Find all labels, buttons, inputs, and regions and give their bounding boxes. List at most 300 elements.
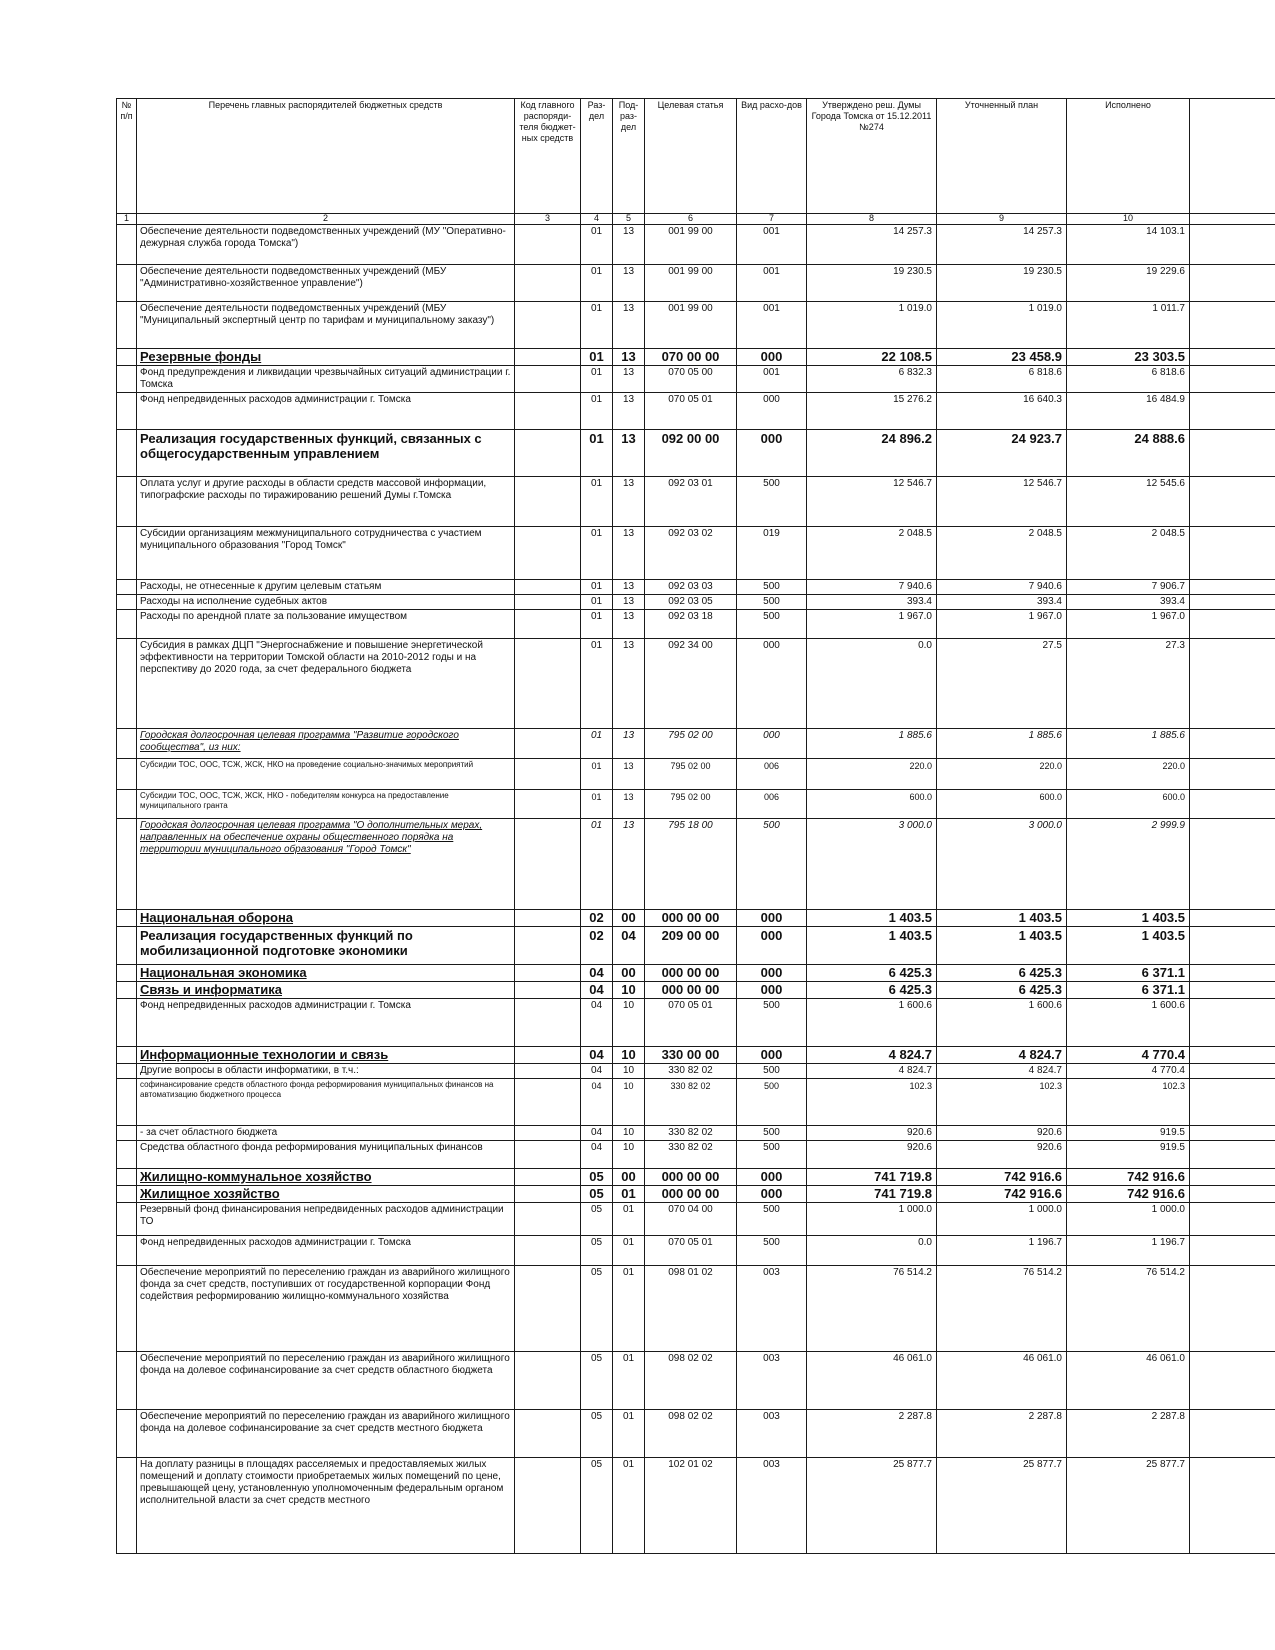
cell-code <box>515 610 581 639</box>
cell-sub: 13 <box>613 595 645 610</box>
cell-sec: 01 <box>581 265 613 302</box>
cell-v8: 4 824.7 <box>807 1047 937 1064</box>
cell-sec: 01 <box>581 366 613 393</box>
cell-cs: 001 99 00 <box>645 302 737 349</box>
cell-cut <box>1190 1266 1275 1352</box>
cell-cut <box>1190 1141 1275 1169</box>
cell-code <box>515 927 581 965</box>
cell-code <box>515 1186 581 1203</box>
table-row <box>117 819 1275 910</box>
table-row <box>117 790 1275 819</box>
cell-v8: 24 896.2 <box>807 430 937 477</box>
cell-code <box>515 999 581 1047</box>
cell-vr: 006 <box>737 759 807 790</box>
row-title: Оплата услуг и другие расходы в области средств массовой информации, типографские расходы по тиражированию решений Думы г.Томска <box>140 478 487 501</box>
cell-code <box>515 225 581 265</box>
cell-v10: 919.5 <box>1067 1141 1190 1169</box>
cell-sub: 10 <box>613 1126 645 1141</box>
cell-cut <box>1190 1169 1275 1186</box>
cell-v8: 2 287.8 <box>807 1410 937 1458</box>
cell-sub: 13 <box>613 639 645 729</box>
table-row <box>117 965 1275 982</box>
cell-sub: 10 <box>613 1047 645 1064</box>
cell-v10: 2 287.8 <box>1067 1410 1190 1458</box>
column-number: 10 <box>1067 214 1190 225</box>
cell-vr: 500 <box>737 999 807 1047</box>
cell-v10: 27.3 <box>1067 639 1190 729</box>
cell-cut <box>1190 595 1275 610</box>
cell-v9: 2 287.8 <box>937 1410 1067 1458</box>
cell-sub: 13 <box>613 610 645 639</box>
cell-cs: 330 82 02 <box>645 1141 737 1169</box>
cell-v8: 19 230.5 <box>807 265 937 302</box>
cell-v9: 14 257.3 <box>937 225 1067 265</box>
table-row <box>117 927 1275 965</box>
cell-cs: 795 18 00 <box>645 819 737 910</box>
cell-num <box>117 1186 137 1203</box>
cell-v10: 24 888.6 <box>1067 430 1190 477</box>
cell-v8: 76 514.2 <box>807 1266 937 1352</box>
cell-code <box>515 1064 581 1079</box>
cell-v9: 220.0 <box>937 759 1067 790</box>
cell-v9: 4 824.7 <box>937 1047 1067 1064</box>
cell-name <box>137 527 515 580</box>
cell-v9: 27.5 <box>937 639 1067 729</box>
cell-num <box>117 1203 137 1236</box>
column-number: 1 <box>117 214 137 225</box>
cell-v10: 14 103.1 <box>1067 225 1190 265</box>
cell-cut <box>1190 265 1275 302</box>
row-title: Резервные фонды <box>140 349 262 364</box>
cell-cut <box>1190 999 1275 1047</box>
row-title: Расходы, не отнесенные к другим целевым статьям <box>140 581 382 592</box>
header-cell: Перечень главных распорядителей бюджетных средств <box>137 99 515 214</box>
cell-sec: 01 <box>581 393 613 430</box>
cell-num <box>117 430 137 477</box>
cell-sec: 01 <box>581 302 613 349</box>
cell-num <box>117 1169 137 1186</box>
cell-code <box>515 580 581 595</box>
cell-code <box>515 595 581 610</box>
cell-vr: 000 <box>737 639 807 729</box>
cell-cs: 092 03 03 <box>645 580 737 595</box>
cell-num <box>117 927 137 965</box>
cell-vr: 500 <box>737 580 807 595</box>
cell-cut <box>1190 982 1275 999</box>
header-cell: Исполнено <box>1067 99 1190 214</box>
cell-sub: 13 <box>613 225 645 265</box>
cell-sub: 10 <box>613 999 645 1047</box>
table-row <box>117 349 1275 366</box>
table-row <box>117 1169 1275 1186</box>
cell-code <box>515 1079 581 1126</box>
cell-sub: 01 <box>613 1203 645 1236</box>
column-number-cut <box>1190 214 1275 225</box>
cell-vr: 000 <box>737 927 807 965</box>
table-row <box>117 1458 1275 1554</box>
cell-sub: 01 <box>613 1410 645 1458</box>
cell-cs: 098 01 02 <box>645 1266 737 1352</box>
cell-sec: 01 <box>581 527 613 580</box>
table-row <box>117 1126 1275 1141</box>
cell-sec: 05 <box>581 1236 613 1266</box>
cell-sec: 04 <box>581 1141 613 1169</box>
cell-v10: 919.5 <box>1067 1126 1190 1141</box>
cell-cs: 001 99 00 <box>645 225 737 265</box>
cell-cut <box>1190 910 1275 927</box>
table-row <box>117 580 1275 595</box>
table-row <box>117 1236 1275 1266</box>
cell-num <box>117 349 137 366</box>
cell-cut <box>1190 965 1275 982</box>
table-row <box>117 982 1275 999</box>
cell-v8: 920.6 <box>807 1126 937 1141</box>
cell-v9: 1 403.5 <box>937 910 1067 927</box>
cell-cut <box>1190 580 1275 595</box>
cell-name <box>137 1064 515 1079</box>
cell-num <box>117 910 137 927</box>
row-title: Фонд предупреждения и ликвидации чрезвычайных ситуаций администрации г. Томска <box>140 367 511 390</box>
cell-sec: 02 <box>581 910 613 927</box>
cell-code <box>515 265 581 302</box>
cell-v9: 24 923.7 <box>937 430 1067 477</box>
cell-vr: 000 <box>737 965 807 982</box>
table-row <box>117 759 1275 790</box>
row-title: Расходы на исполнение судебных актов <box>140 596 328 607</box>
cell-v9: 4 824.7 <box>937 1064 1067 1079</box>
cell-name <box>137 1079 515 1126</box>
cell-v10: 1 196.7 <box>1067 1236 1190 1266</box>
cell-code <box>515 1141 581 1169</box>
cell-cut <box>1190 225 1275 265</box>
cell-code <box>515 790 581 819</box>
cell-v10: 1 403.5 <box>1067 927 1190 965</box>
row-title: Субсидия в рамках ДЦП "Энергоснабжение и повышение энергетической эффективности на территории Томской области на 2010-2012 годы и на перспективу до 2020 года, за счет федерального бюджета <box>140 640 483 675</box>
cell-vr: 500 <box>737 610 807 639</box>
cell-cut <box>1190 759 1275 790</box>
cell-v10: 6 371.1 <box>1067 982 1190 999</box>
cell-sec: 01 <box>581 477 613 527</box>
cell-num <box>117 393 137 430</box>
cell-name <box>137 910 515 927</box>
cell-code <box>515 477 581 527</box>
cell-v9: 920.6 <box>937 1126 1067 1141</box>
cell-v8: 1 885.6 <box>807 729 937 759</box>
cell-v10: 1 885.6 <box>1067 729 1190 759</box>
cell-v9: 7 940.6 <box>937 580 1067 595</box>
cell-num <box>117 1266 137 1352</box>
cell-v10: 25 877.7 <box>1067 1458 1190 1554</box>
table-row <box>117 1266 1275 1352</box>
cell-v8: 2 048.5 <box>807 527 937 580</box>
cell-num <box>117 225 137 265</box>
cell-num <box>117 477 137 527</box>
cell-v8: 1 000.0 <box>807 1203 937 1236</box>
cell-sub: 13 <box>613 430 645 477</box>
cell-v9: 920.6 <box>937 1141 1067 1169</box>
header-cell: Целевая статья <box>645 99 737 214</box>
row-title: Жилищно-коммунальное хозяйство <box>140 1169 372 1184</box>
cell-sec: 04 <box>581 999 613 1047</box>
header-cell: № п/п <box>117 99 137 214</box>
cell-code <box>515 965 581 982</box>
cell-cs: 070 05 01 <box>645 999 737 1047</box>
cell-vr: 001 <box>737 225 807 265</box>
cell-name <box>137 1458 515 1554</box>
cell-v10: 1 600.6 <box>1067 999 1190 1047</box>
cell-v9: 46 061.0 <box>937 1352 1067 1410</box>
table-row <box>117 265 1275 302</box>
cell-sub: 13 <box>613 790 645 819</box>
cell-code <box>515 527 581 580</box>
cell-v8: 1 600.6 <box>807 999 937 1047</box>
cell-sec: 04 <box>581 1126 613 1141</box>
cell-vr: 006 <box>737 790 807 819</box>
cell-num <box>117 302 137 349</box>
cell-vr: 000 <box>737 910 807 927</box>
cell-code <box>515 366 581 393</box>
cell-sub: 01 <box>613 1236 645 1266</box>
cell-v9: 6 425.3 <box>937 982 1067 999</box>
cell-num <box>117 759 137 790</box>
cell-num <box>117 965 137 982</box>
cell-name <box>137 639 515 729</box>
cell-sec: 01 <box>581 639 613 729</box>
row-title: Фонд непредвиденных расходов администрации г. Томска <box>140 1237 411 1248</box>
table-row <box>117 910 1275 927</box>
cell-cut <box>1190 349 1275 366</box>
row-title: Национальная экономика <box>140 965 307 980</box>
cell-vr: 500 <box>737 1064 807 1079</box>
cell-sec: 01 <box>581 430 613 477</box>
cell-sec: 05 <box>581 1169 613 1186</box>
row-title: Обеспечение мероприятий по переселению граждан из аварийного жилищного фонда на долевое софинансирование за счет средств областного бюджета <box>140 1353 510 1376</box>
table-row <box>117 477 1275 527</box>
cell-num <box>117 1236 137 1266</box>
table-row <box>117 1064 1275 1079</box>
cell-cs: 098 02 02 <box>645 1352 737 1410</box>
column-number: 4 <box>581 214 613 225</box>
table-row <box>117 1410 1275 1458</box>
cell-name <box>137 1126 515 1141</box>
cell-sec: 05 <box>581 1410 613 1458</box>
header-cell: Уточненный план <box>937 99 1067 214</box>
row-title: Обеспечение деятельности подведомственных учреждений (МБУ "Муниципальный экспертный центр по тарифам и муниципальному заказу") <box>140 303 495 326</box>
cell-v8: 1 019.0 <box>807 302 937 349</box>
cell-cs: 070 05 01 <box>645 393 737 430</box>
cell-v9: 6 818.6 <box>937 366 1067 393</box>
cell-code <box>515 1352 581 1410</box>
cell-v10: 19 229.6 <box>1067 265 1190 302</box>
row-title: Городская долгосрочная целевая программа "Развитие городского сообщества", из них: <box>140 730 459 753</box>
cell-code <box>515 1203 581 1236</box>
cell-sub: 13 <box>613 729 645 759</box>
cell-sub: 00 <box>613 965 645 982</box>
cell-v10: 2 999.9 <box>1067 819 1190 910</box>
cell-v9: 1 967.0 <box>937 610 1067 639</box>
cell-sec: 01 <box>581 225 613 265</box>
cell-num <box>117 580 137 595</box>
cell-v10: 393.4 <box>1067 595 1190 610</box>
table-row <box>117 1079 1275 1126</box>
cell-cut <box>1190 366 1275 393</box>
cell-name <box>137 982 515 999</box>
cell-vr: 000 <box>737 729 807 759</box>
cell-num <box>117 639 137 729</box>
cell-cut <box>1190 610 1275 639</box>
table-row <box>117 430 1275 477</box>
cell-num <box>117 1141 137 1169</box>
cell-v8: 393.4 <box>807 595 937 610</box>
cell-sub: 01 <box>613 1266 645 1352</box>
cell-cut <box>1190 790 1275 819</box>
cell-vr: 500 <box>737 477 807 527</box>
cell-cs: 092 03 05 <box>645 595 737 610</box>
cell-v8: 6 832.3 <box>807 366 937 393</box>
cell-name <box>137 927 515 965</box>
cell-cs: 795 02 00 <box>645 790 737 819</box>
cell-v8: 0.0 <box>807 639 937 729</box>
cell-v10: 6 371.1 <box>1067 965 1190 982</box>
cell-cs: 000 00 00 <box>645 982 737 999</box>
cell-sub: 01 <box>613 1458 645 1554</box>
cell-cs: 070 04 00 <box>645 1203 737 1236</box>
cell-v9: 12 546.7 <box>937 477 1067 527</box>
cell-code <box>515 982 581 999</box>
cell-cut <box>1190 527 1275 580</box>
cell-cut <box>1190 1352 1275 1410</box>
cell-cs: 092 34 00 <box>645 639 737 729</box>
row-title: На доплату разницы в площадях расселяемых и предоставляемых жилых помещений и доплату стоимости приобретаемых жилых помещений по цене, превышающей цену, установленную уполномоченным федеральным органом исполнительной власти за счет средств местного <box>140 1459 504 1506</box>
cell-name <box>137 1352 515 1410</box>
cell-v10: 1 000.0 <box>1067 1203 1190 1236</box>
cell-cs: 092 00 00 <box>645 430 737 477</box>
cell-sub: 00 <box>613 910 645 927</box>
cell-v10: 76 514.2 <box>1067 1266 1190 1352</box>
cell-v9: 393.4 <box>937 595 1067 610</box>
cell-v9: 1 019.0 <box>937 302 1067 349</box>
table-row <box>117 610 1275 639</box>
cell-v8: 6 425.3 <box>807 982 937 999</box>
cell-vr: 003 <box>737 1266 807 1352</box>
cell-name <box>137 1141 515 1169</box>
row-title: Обеспечение мероприятий по переселению граждан из аварийного жилищного фонда за счет средств, поступивших от государственной корпорации Фонд содействия реформированию жилищно-коммунального хозяйства <box>140 1267 510 1302</box>
cell-v9: 2 048.5 <box>937 527 1067 580</box>
cell-sub: 13 <box>613 527 645 580</box>
cell-vr: 500 <box>737 1141 807 1169</box>
cell-vr: 500 <box>737 1203 807 1236</box>
cell-vr: 001 <box>737 366 807 393</box>
cell-sec: 05 <box>581 1266 613 1352</box>
cell-num <box>117 790 137 819</box>
table-row <box>117 1186 1275 1203</box>
row-title: Информационные технологии и связь <box>140 1047 389 1062</box>
cell-cut <box>1190 1458 1275 1554</box>
cell-sec: 04 <box>581 1079 613 1126</box>
column-number: 3 <box>515 214 581 225</box>
table-row <box>117 1141 1275 1169</box>
table-body <box>117 225 1275 1554</box>
cell-v9: 23 458.9 <box>937 349 1067 366</box>
row-title: Городская долгосрочная целевая программа "О дополнительных мерах, направленных на обеспечение охраны общественного порядка на территории муниципального образования "Город Томск" <box>140 820 483 855</box>
cell-name <box>137 349 515 366</box>
row-title: Резервный фонд финансирования непредвиденных расходов администрации ТО <box>140 1204 504 1227</box>
cell-vr: 500 <box>737 1236 807 1266</box>
cell-v8: 6 425.3 <box>807 965 937 982</box>
cell-num <box>117 1352 137 1410</box>
cell-name <box>137 1186 515 1203</box>
column-number: 2 <box>137 214 515 225</box>
cell-cut <box>1190 819 1275 910</box>
cell-v10: 742 916.6 <box>1067 1169 1190 1186</box>
column-number: 8 <box>807 214 937 225</box>
cell-sec: 04 <box>581 1064 613 1079</box>
row-title: Субсидии ТОС, ООС, ТСЖ, ЖСК, НКО - победителям конкурса на предоставление муниципального гранта <box>140 791 449 810</box>
cell-sec: 01 <box>581 790 613 819</box>
cell-cs: 330 82 02 <box>645 1126 737 1141</box>
row-title: Жилищное хозяйство <box>140 1186 280 1201</box>
cell-name <box>137 1236 515 1266</box>
cell-code <box>515 1047 581 1064</box>
cell-v8: 46 061.0 <box>807 1352 937 1410</box>
cell-code <box>515 302 581 349</box>
table-row <box>117 366 1275 393</box>
budget-table <box>116 98 1275 1554</box>
column-number: 7 <box>737 214 807 225</box>
cell-sec: 05 <box>581 1352 613 1410</box>
cell-name <box>137 477 515 527</box>
cell-code <box>515 759 581 790</box>
cell-name <box>137 595 515 610</box>
cell-v9: 742 916.6 <box>937 1186 1067 1203</box>
cell-num <box>117 1126 137 1141</box>
cell-num <box>117 729 137 759</box>
row-title: Реализация государственных функций по мобилизационной подготовке экономики <box>140 928 413 958</box>
cell-v9: 1 196.7 <box>937 1236 1067 1266</box>
cell-cs: 209 00 00 <box>645 927 737 965</box>
cell-v8: 0.0 <box>807 1236 937 1266</box>
cell-num <box>117 1079 137 1126</box>
cell-vr: 000 <box>737 1186 807 1203</box>
cell-v8: 1 403.5 <box>807 927 937 965</box>
table-row <box>117 595 1275 610</box>
column-number: 6 <box>645 214 737 225</box>
cell-vr: 500 <box>737 1079 807 1126</box>
table-row <box>117 302 1275 349</box>
header-cell: Под-раз-дел <box>613 99 645 214</box>
cell-v8: 1 403.5 <box>807 910 937 927</box>
cell-num <box>117 595 137 610</box>
cell-v9: 1 885.6 <box>937 729 1067 759</box>
column-number-row <box>117 214 1275 225</box>
cell-sub: 10 <box>613 982 645 999</box>
cell-name <box>137 1266 515 1352</box>
cell-v10: 2 048.5 <box>1067 527 1190 580</box>
cell-v9: 600.0 <box>937 790 1067 819</box>
cell-cut <box>1190 393 1275 430</box>
cell-code <box>515 1126 581 1141</box>
cell-vr: 000 <box>737 982 807 999</box>
row-title: Обеспечение мероприятий по переселению граждан из аварийного жилищного фонда на долевое софинансирование за счет средств местного бюджета <box>140 1411 510 1434</box>
cell-code <box>515 819 581 910</box>
cell-v9: 102.3 <box>937 1079 1067 1126</box>
cell-sub: 13 <box>613 393 645 430</box>
cell-sec: 04 <box>581 982 613 999</box>
cell-sub: 10 <box>613 1079 645 1126</box>
column-number: 9 <box>937 214 1067 225</box>
cell-sec: 05 <box>581 1186 613 1203</box>
row-title: - за счет областного бюджета <box>140 1127 278 1138</box>
